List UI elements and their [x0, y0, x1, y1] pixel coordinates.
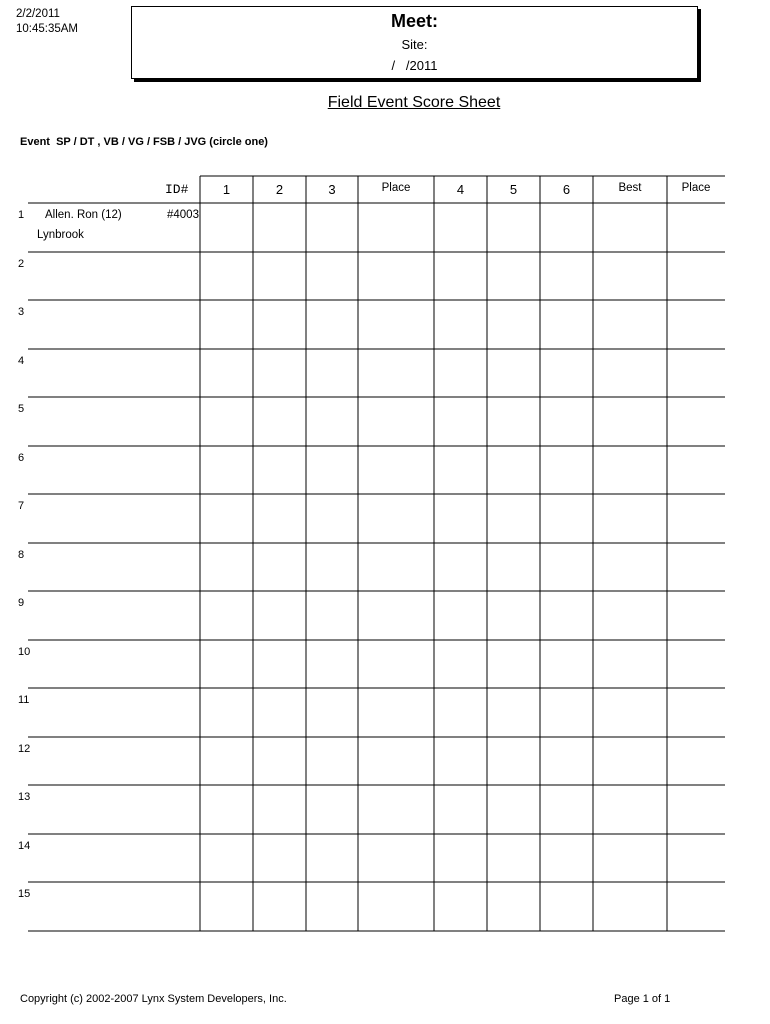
row-number: 10: [18, 645, 31, 658]
column-header-1: 1: [222, 182, 231, 197]
column-header-5: 5: [509, 182, 518, 197]
row-number: 4: [18, 354, 25, 367]
id-column-header: ID#: [165, 182, 189, 197]
meet-title: Meet:: [390, 11, 438, 31]
copyright-text: Copyright (c) 2002-2007 Lynx System Developers, Inc.: [20, 993, 287, 1005]
print-time: 10:45:35AM: [16, 23, 79, 35]
meet-site-label: Site:: [401, 37, 428, 52]
column-header-place: Place: [381, 182, 411, 194]
column-header-2: 2: [275, 182, 284, 197]
print-date: 2/2/2011: [16, 8, 60, 20]
row-number: 9: [18, 597, 25, 609]
row-number: 14: [18, 839, 31, 852]
row-number: 11: [18, 694, 30, 706]
row-number: 12: [18, 742, 31, 755]
row-number: 7: [18, 500, 25, 512]
athlete-name: Allen. Ron (12): [45, 209, 122, 221]
column-header-best: Best: [618, 182, 642, 194]
row-number: 8: [18, 548, 25, 561]
meet-date: / /2011: [391, 58, 438, 73]
row-number: 13: [18, 791, 31, 803]
row-number: 3: [18, 306, 25, 318]
column-header-3: 3: [328, 182, 336, 197]
row-number: 6: [18, 451, 25, 464]
event-selector-line: Event SP / DT , VB / VG / FSB / JVG (circle one): [20, 136, 268, 148]
column-header-4: 4: [456, 182, 465, 197]
row-number: 1: [18, 209, 25, 221]
athlete-id: #4003: [167, 209, 199, 221]
page-number: Page 1 of 1: [614, 993, 671, 1005]
row-number: 5: [18, 403, 25, 415]
athlete-team: Lynbrook: [37, 229, 84, 241]
column-header-6: 6: [562, 182, 571, 197]
row-number: 15: [18, 888, 31, 900]
page-title: Field Event Score Sheet: [327, 94, 501, 111]
row-number: 2: [18, 257, 25, 270]
column-header-place: Place: [681, 182, 711, 194]
